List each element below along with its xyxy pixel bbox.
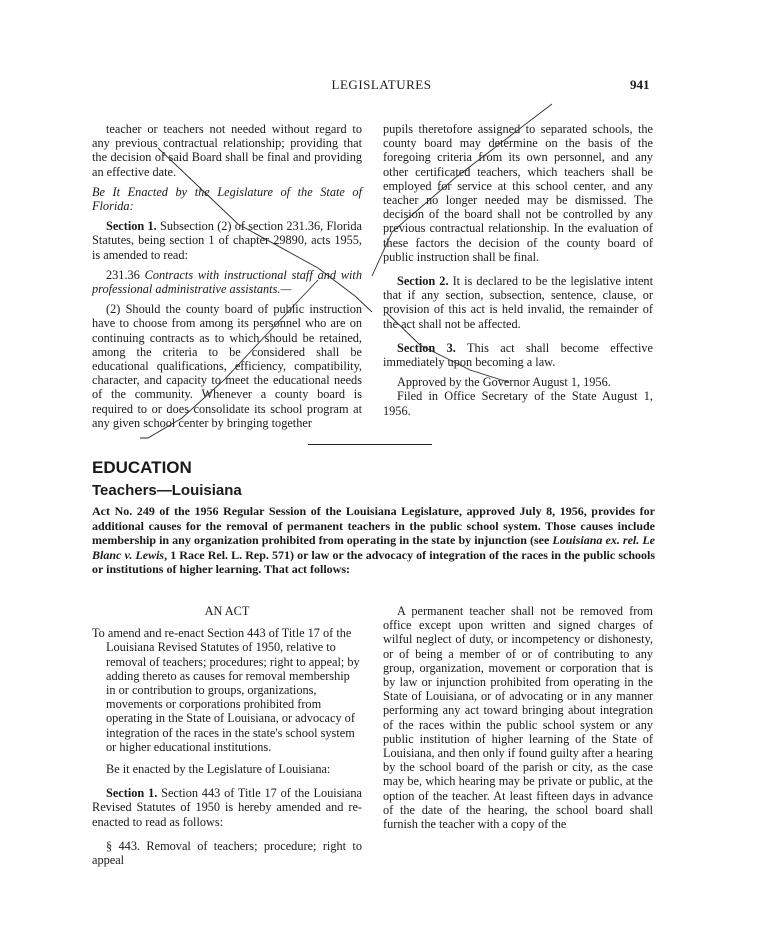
page-number: 941 bbox=[630, 77, 650, 92]
section-label: Section 1. bbox=[106, 219, 157, 234]
section-2: Section 2. It is declared to be the legislative intent that if any section, subsection, sentence, clause, or provision of this act is held invalid, the remainder of the act shall not be affected. bbox=[383, 274, 653, 331]
section-label: Section 3. bbox=[397, 340, 456, 355]
strike-line bbox=[386, 312, 508, 382]
strike-line bbox=[372, 104, 552, 276]
statute-section-heading: § 443. Removal of teachers; procedure; right to appeal bbox=[92, 838, 362, 868]
enacting-clause: Be It Enacted by the Legislature of the State of Florida: bbox=[92, 184, 362, 214]
paragraph: pupils theretofore assigned to separated schools, the county board may determine on the basis of the foregoing criteria from its own personnel, and any other certificated teachers, which teachers shall be employed for service at this school center, and any teacher no longer needed may be dismissed. The decision of the board shall not be controlled by any previous contractual relationship. In the evaluation of these factors the decision of the county board of public instruction shall be final. bbox=[383, 122, 653, 264]
section-1: Section 1. Subsection (2) of section 231.36, Florida Statutes, being section 1 of chapter 29890, acts 1955, is amended to read: bbox=[92, 219, 362, 262]
act-summary: Act No. 249 of the 1956 Regular Session of the Louisiana Legislature, approved July 8, 1956, provides for additional causes for the removal of permanent teachers in the public school system. Those causes include membership in any organization prohibited from operating in the state by injunction (see Louisiana ex. rel. Le Blanc v. Lewis, 1 Race Rel. L. Rep. 571) or law or the advocacy of integration of the races in the public schools or institutions of higher learning. That act follows: bbox=[92, 504, 656, 577]
paragraph: teacher or teachers not needed without regard to any previous contractual relationship; providing that the decision of said Board shall be final and providing an effective date. bbox=[92, 122, 362, 179]
approval-line: Approved by the Governor August 1, 1956. bbox=[397, 375, 611, 390]
section-3: Section 3. This act shall become effective immediately upon becoming a law. bbox=[383, 340, 653, 370]
strike-line bbox=[158, 148, 372, 312]
section-label: Section 2. bbox=[397, 274, 449, 289]
filed-line: Filed in Office Secretary of the State August 1, 1956. bbox=[383, 389, 653, 418]
enacting-clause: Be it enacted by the Legislature of Louisiana: bbox=[106, 762, 331, 777]
section-heading: EDUCATION bbox=[92, 458, 192, 477]
act-caption: To amend and re-enact Section 443 of Title 17 of the Louisiana Revised Statutes of 1950, relative to removal of teachers; procedures; right to appeal; by adding thereto as causes for removal membership in or contribution to groups, organizations, movements or corporations prohibited from operating in the State of Louisiana, or advocacy of integration of the races in the state's school system or higher educational institutions. bbox=[92, 626, 360, 754]
running-header-title: LEGISLATURES bbox=[331, 77, 432, 92]
subsection-heading: Teachers—Louisiana bbox=[92, 482, 242, 499]
paragraph: (2) Should the county board of public instruction have to choose from among its personnel who are on continuing contracts as to which should be retained, among the criteria to be considered shall be educational qualifications, efficiency, compatibility, character, and capacity to meet the educational needs of the community. Whenever a county board is required to or does consolidate its school program at any given school center by bringing together bbox=[92, 302, 362, 430]
strike-line bbox=[140, 280, 318, 438]
paragraph: A permanent teacher shall not be removed from office except upon written and signed charges of wilful neglect of duty, or incompetency or dishonesty, or of being a member of or of contributing to any group, organization, movement or corporation that is by law or injunction prohibited from operating in the State of Louisiana, or of advocating or in any manner performing any act toward bringing about integration of the races within the public school system or any public institution of higher learning of the State of Louisiana, and then only if found guilty after a hearing by the school board of the parish or city, as the case may be, which hearing may be private or public, at the option of the teacher. At least fifteen days in advance of the date of the hearing, the school board shall furnish the teacher with a copy of the bbox=[383, 604, 653, 832]
statute-heading: 231.36 Contracts with instructional staff and with professional administrative assistants.— bbox=[92, 267, 362, 297]
section-1: Section 1. Section 443 of Title 17 of the Louisiana Revised Statutes of 1950 is hereby amended and re-enacted to read as follows: bbox=[92, 786, 362, 829]
section-label: Section 1. bbox=[106, 786, 158, 801]
case-citation: Louisiana ex. rel. Le Blanc v. Lewis bbox=[92, 533, 656, 562]
act-title: AN ACT bbox=[204, 604, 250, 618]
